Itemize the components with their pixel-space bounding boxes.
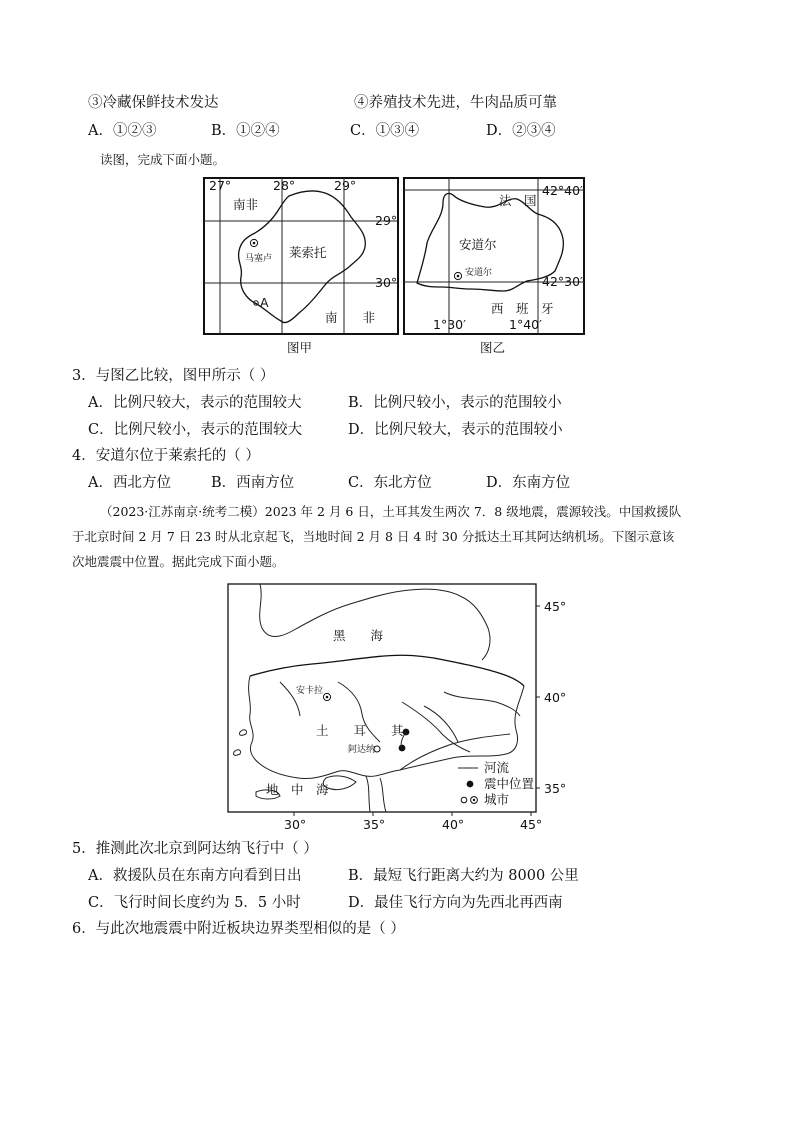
map2-caption: 图乙	[480, 340, 506, 355]
map1-south-africa-top: 南非	[233, 197, 259, 212]
map3-lat-40: 40°	[544, 690, 567, 705]
q3-choice-c: C．比例尺较小，表示的范围较大	[88, 422, 303, 438]
map3-adana: 阿达纳	[348, 745, 376, 755]
map3-lat-35: 35°	[544, 781, 567, 796]
map3-lat-45: 45°	[544, 599, 567, 614]
map1-south-africa-bottom: 南 非	[325, 310, 376, 325]
q2-choice-d: D．②③④	[486, 123, 556, 139]
intro-read-map: 读图，完成下面小题。	[100, 152, 226, 167]
q5-stem: 5．推测此次北京到阿达纳飞行中（ ）	[72, 841, 318, 857]
map2-lat-42-30: 42°30′	[542, 274, 583, 289]
q5-choice-d: D．最佳飞行方向为先西北再西南	[348, 895, 563, 911]
turkey-north-coast	[250, 655, 524, 686]
q4-choice-a: A．西北方位	[88, 475, 171, 491]
q2-option-4: ④养殖技术先进，牛肉品质可靠	[354, 95, 557, 111]
map3-lon-35: 35°	[363, 817, 386, 832]
q3-choice-d: D．比例尺较大，表示的范围较小	[348, 422, 563, 438]
legend-epicenter-icon	[467, 781, 474, 788]
map1-lat-29: 29°	[375, 213, 398, 228]
map1-caption: 图甲	[287, 340, 313, 355]
q4-choice-d: D．东南方位	[486, 475, 571, 491]
map1-lon-27: 27°	[209, 178, 232, 193]
map3-legend-epicenter: 震中位置	[484, 776, 535, 791]
q3-choice-b: B．比例尺较小，表示的范围较小	[348, 395, 562, 411]
q6-stem: 6．与此次地震震中附近板块边界类型相似的是（ ）	[72, 921, 405, 937]
map2-france: 法 国	[499, 193, 537, 208]
q3-choice-a: A．比例尺较大，表示的范围较大	[88, 395, 302, 411]
map1-point-a: A	[260, 295, 269, 310]
map-andorra	[403, 177, 585, 335]
map3-turkey: 土 耳 其	[316, 723, 404, 738]
intro2-line2: 于北京时间 2 月 7 日 23 时从北京起飞，当地时间 2 月 8 日 4 时 30 分抵达土耳其阿达纳机场。下图示意该	[72, 529, 675, 544]
map2-andorra-city: 安道尔	[465, 268, 493, 278]
q4-choice-b: B．西南方位	[211, 475, 295, 491]
black-sea-north-coast	[260, 584, 490, 660]
map1-lon-28: 28°	[273, 178, 296, 193]
map1-lat-30: 30°	[375, 275, 398, 290]
map2-lon-1-30: 1°30′	[433, 317, 466, 332]
q5-choice-b: B．最短飞行距离大约为 8000 公里	[348, 868, 579, 884]
intro2-line1: （2023·江苏南京·统考二模）2023 年 2 月 6 日，土耳其发生两次 7．8 级地震，震源较浅。中国救援队	[100, 504, 682, 519]
map3-lon-45: 45°	[520, 817, 543, 832]
map3-lon-30: 30°	[284, 817, 307, 832]
map1-maseru: 马塞卢	[245, 254, 273, 264]
q5-choice-c: C．飞行时间长度约为 5．5 小时	[88, 895, 301, 911]
q4-stem: 4．安道尔位于莱索托的（ ）	[72, 448, 260, 464]
map3-black-sea: 黑 海	[333, 628, 384, 643]
map-lesotho	[203, 177, 399, 335]
intro2-line3: 次地震震中位置。据此完成下面小题。	[72, 554, 285, 569]
map1-lon-29: 29°	[334, 178, 357, 193]
map2-spain: 西 班 牙	[491, 301, 554, 316]
q4-choice-c: C．东北方位	[348, 475, 432, 491]
map2-lat-42-40: 42°40′	[542, 183, 583, 198]
map3-legend-river: 河流	[484, 760, 510, 775]
q5-choice-a: A．救援队员在东南方向看到日出	[88, 868, 302, 884]
map-turkey	[220, 582, 580, 832]
map3-ankara: 安卡拉	[296, 686, 324, 696]
legend-city-icon-1	[461, 797, 467, 803]
q2-choice-c: C．①③④	[350, 123, 420, 139]
map3-legend-city: 城市	[484, 792, 510, 807]
q2-choice-b: B．①②④	[211, 123, 280, 139]
map1-lesotho: 莱索托	[289, 245, 327, 260]
map2-lon-1-40: 1°40′	[509, 317, 542, 332]
map3-lon-40: 40°	[442, 817, 465, 832]
map3-mediterranean: 地 中 海	[266, 782, 329, 797]
q3-stem: 3．与图乙比较，图甲所示（ ）	[72, 368, 275, 384]
q2-option-3: ③冷藏保鲜技术发达	[88, 95, 219, 111]
map2-andorra: 安道尔	[459, 237, 497, 252]
q2-choice-a: A．①②③	[88, 123, 157, 139]
